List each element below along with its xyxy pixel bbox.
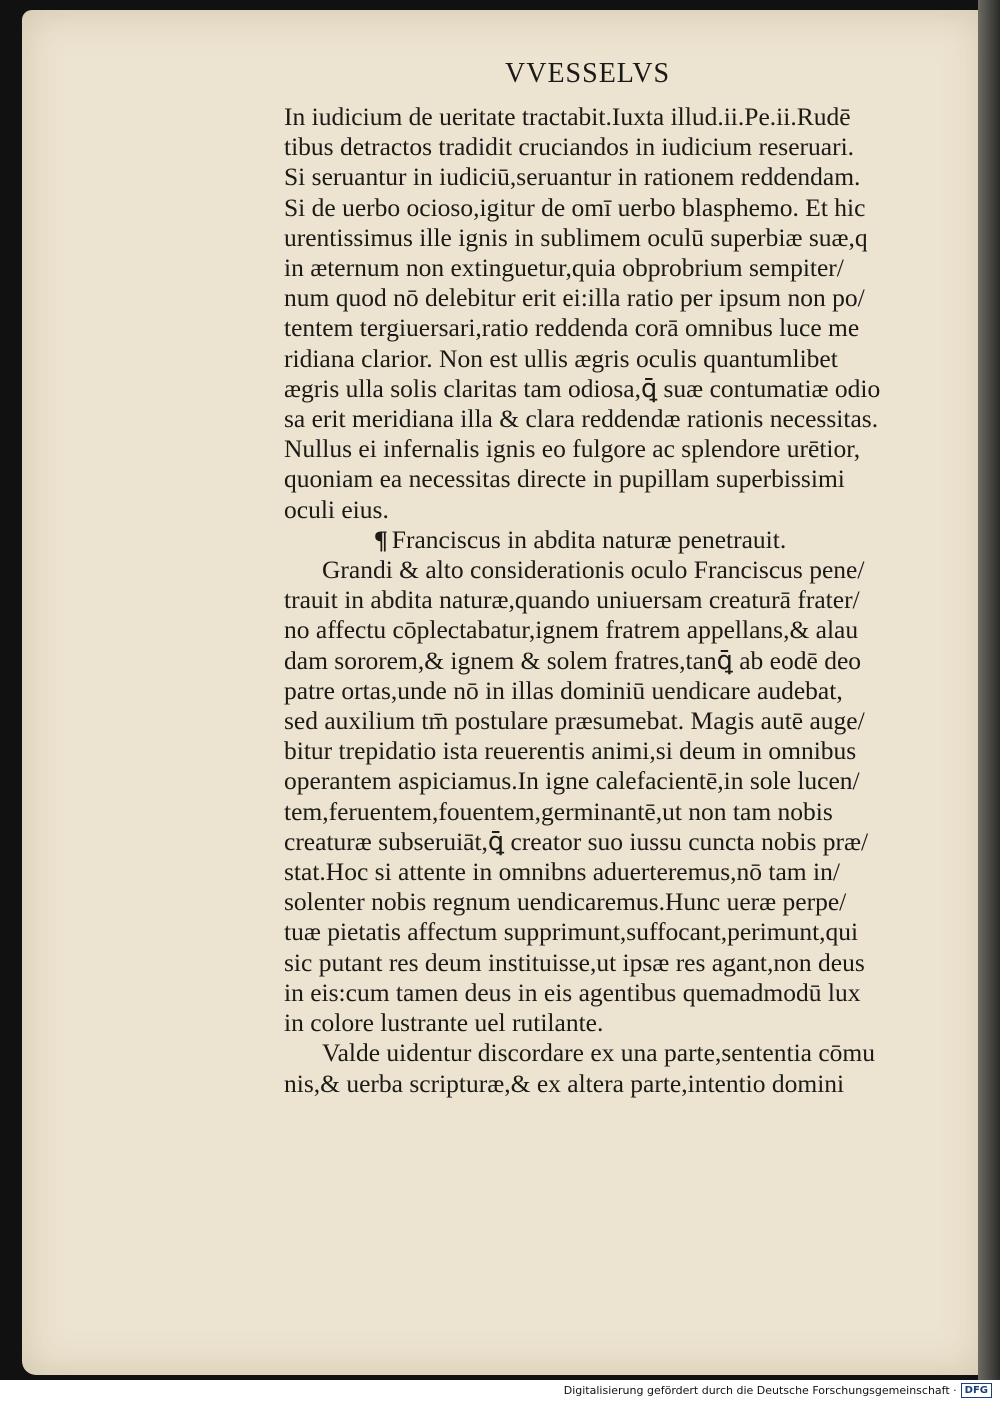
text-line: In iudicium de ueritate tractabit.Iuxta illud.ii.Pe.ii.Rudē: [284, 102, 851, 131]
text-line: dam sororem,& ignem & solem fratres,tanꝗ̄ ab eodē deo: [284, 645, 862, 675]
text-line: in colore lustrante uel rutilante.: [284, 1008, 604, 1038]
footer-credit: Digitalisierung gefördert durch die Deutsche Forschungsgemeinschaft ·: [563, 1384, 957, 1397]
text-line: urentissimus ille ignis in sublimem oculū superbiæ suæ,q: [284, 222, 868, 252]
paragraph-3: [284, 1038, 964, 1098]
text-line: tuæ pietatis affectum supprimunt,suffocant,perimunt,qui: [284, 917, 859, 947]
text-line: Valde uidentur discordare ex una parte,sententia cōmu: [322, 1038, 875, 1068]
text-line: nis,& uerba scripturæ,& ex altera parte,intentio domini: [284, 1068, 845, 1098]
page-text: [284, 102, 964, 1099]
page-gutter: [978, 0, 1000, 1380]
text-line: sic putant res deum instituisse,ut ipsæ res agant,non deus: [284, 947, 865, 977]
text-line: stat.Hoc si attente in omnibns aduerteremus,nō tam in/: [284, 857, 840, 887]
text-line: oculi eius.: [284, 494, 389, 524]
text-line: creaturæ subseruiāt,ꝗ̄ creator suo iussu cuncta nobis præ/: [284, 826, 869, 856]
text-line: tentem tergiuersari,ratio reddenda corā omnibus luce me: [284, 313, 860, 343]
dfg-logo: DFG: [961, 1383, 992, 1398]
text-line: Si de uerbo ocioso,igitur de omī uerbo blasphemo. Et hic: [284, 192, 866, 222]
text-line: in eis:cum tamen deus in eis agentibus quemadmodū lux: [284, 977, 861, 1007]
text-line: trauit in abdita naturæ,quando uniuersam creaturā frater/: [284, 585, 860, 615]
text-line: operantem aspiciamus.In igne calefacientē,in sole lucen/: [284, 766, 860, 796]
text-line: no affectu cōplectabatur,ignem fratrem appellans,& alau: [284, 615, 859, 645]
section-heading: [284, 525, 964, 555]
text-line: Grandi & alto considerationis oculo Franciscus pene/: [322, 555, 865, 585]
paragraph-2: [284, 555, 964, 1038]
text-line: bitur trepidatio ista reuerentis animi,si deum in omnibus: [284, 736, 857, 766]
digitization-footer: [0, 1380, 1000, 1401]
text-line: num quod nō delebitur erit ei:illa ratio per ipsum non po/: [284, 283, 865, 313]
text-line: tibus detractos tradidit cruciandos in iudicium reseruari.: [284, 132, 855, 162]
text-line: patre ortas,unde nō in illas dominiū uendicare audebat,: [284, 675, 843, 705]
text-line: ridiana clarior. Non est ullis ægris oculis quantumlibet: [284, 343, 838, 373]
running-title: VVESSELVS: [505, 58, 671, 89]
pilcrow-mark: ¶: [374, 524, 388, 554]
text-line: Si seruantur in iudiciū,seruantur in rationem reddendam.: [284, 162, 861, 192]
text-line: ægris ulla solis claritas tam odiosa,ꝗ̄ suæ contumatiæ odio: [284, 373, 881, 403]
text-line: Nullus ei infernalis ignis eo fulgore ac splendore urētior,: [284, 434, 861, 464]
text-line: solenter nobis regnum uendicaremus.Hunc ueræ perpe/: [284, 887, 847, 917]
text-line: in æternum non extinguetur,quia obprobrium sempiter/: [284, 253, 844, 283]
section-heading-text: Franciscus in abdita naturæ penetrauit.: [391, 524, 787, 554]
text-line: quoniam ea necessitas directe in pupillam superbissimi: [284, 464, 845, 494]
text-line: sa erit meridiana illa & clara reddendæ rationis necessitas.: [284, 404, 879, 434]
text-line: tem,feruentem,fouentem,germinantē,ut non tam nobis: [284, 796, 833, 826]
text-line: sed auxilium tm̄ postulare præsumebat. Magis autē auge/: [284, 706, 865, 736]
paragraph-1: [284, 102, 964, 525]
